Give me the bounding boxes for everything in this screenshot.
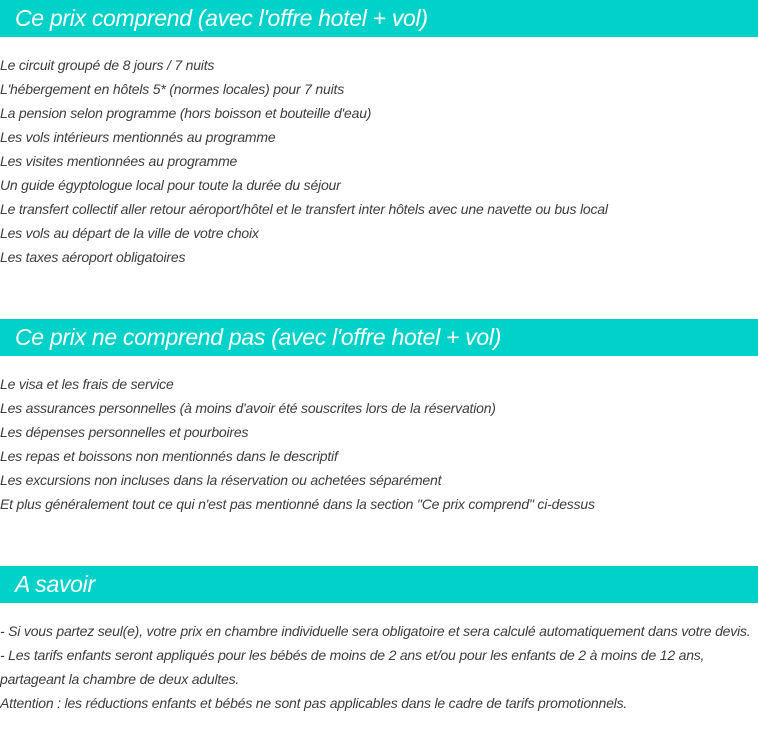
info-paragraph: - Si vous partez seul(e), votre prix en chambre individuelle sera obligatoire et sera calculé automatiquement dans votre devis. <box>0 623 751 639</box>
list-item: Le transfert collectif aller retour aéroport/hôtel et le transfert inter hôtels avec une navette ou bus local <box>0 201 608 217</box>
section-header-not-included <box>0 319 758 356</box>
list-item: Les excursions non incluses dans la réservation ou achetées séparément <box>0 472 442 488</box>
list-item: Les taxes aéroport obligatoires <box>0 249 186 265</box>
info-paragraph: - Les tarifs enfants seront appliqués pour les bébés de moins de 2 ans et/ou pour les enfants de 2 à moins de 12 ans, partageant la chambre de deux adultes. <box>0 647 705 687</box>
list-item: Les visites mentionnées au programme <box>0 153 238 169</box>
section-title-not-included: Ce prix ne comprend pas (avec l'offre hotel + vol) <box>15 324 502 350</box>
list-item: Et plus généralement tout ce qui n'est pas mentionné dans la section "Ce prix comprend" ci-dessus <box>0 496 595 512</box>
list-item: Les repas et boissons non mentionnés dans le descriptif <box>0 448 338 464</box>
list-item: L'hébergement en hôtels 5* (normes locales) pour 7 nuits <box>0 81 345 97</box>
section-header-good-to-know <box>0 566 758 603</box>
not-included-list <box>0 372 758 516</box>
list-item: Le visa et les frais de service <box>0 376 174 392</box>
good-to-know-body <box>0 619 758 715</box>
list-item: La pension selon programme (hors boisson et bouteille d'eau) <box>0 105 372 121</box>
section-header-included <box>0 0 758 37</box>
warning-paragraph: Attention : les réductions enfants et bébés ne sont pas applicables dans le cadre de tarifs promotionnels. <box>0 695 628 711</box>
list-item: Les assurances personnelles (à moins d'avoir été souscrites lors de la réservation) <box>0 400 496 416</box>
section-title-good-to-know: A savoir <box>15 571 95 597</box>
list-item: Les dépenses personnelles et pourboires <box>0 424 249 440</box>
list-item: Les vols au départ de la ville de votre choix <box>0 225 259 241</box>
list-item: Un guide égyptologue local pour toute la durée du séjour <box>0 177 341 193</box>
included-list <box>0 53 758 269</box>
list-item: Le circuit groupé de 8 jours / 7 nuits <box>0 57 215 73</box>
list-item: Les vols intérieurs mentionnés au programme <box>0 129 276 145</box>
section-title-included: Ce prix comprend (avec l'offre hotel + vol) <box>15 5 428 31</box>
